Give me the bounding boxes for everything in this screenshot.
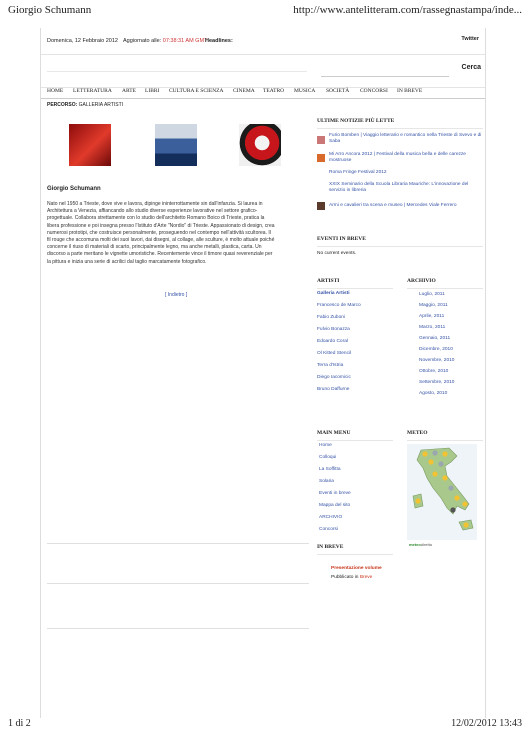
main-menu-title: MAIN MENU [317,430,351,436]
menu-link-solaria[interactable]: Solaria [319,479,334,484]
archivio-title: ARCHIVIO [407,278,436,284]
artisti-link-8[interactable]: Diego Iacomicic [317,375,351,380]
nav-item-libri[interactable]: LIBRI [145,88,160,94]
archivio-link-5[interactable]: Gennaio, 2011 [419,336,451,341]
nav-item-musica[interactable]: MUSICA [294,88,316,94]
print-title: Giorgio Schumann [8,4,92,16]
search-input[interactable] [321,65,449,77]
article-line: Architettura a Venezia, affiancando allo studio diverse esperienze lavorative nel settore grafico- [47,208,258,215]
published-label: Pubblicato in [331,575,359,580]
archivio-link-3[interactable]: Aprile, 2011 [419,314,445,319]
artisti-link-5[interactable]: Edoardo Coral [317,339,348,344]
breadcrumb [47,102,123,108]
divider [317,554,393,555]
meteo-credit-b: diretta [420,542,432,547]
meteo-title: METEO [407,430,428,436]
divider [317,288,393,289]
news-link-1[interactable]: Furio Bomben | Viaggio letterario e romantico nella Trieste di Svevo e di Saba [329,133,482,144]
menu-link-mappa[interactable]: Mappa del sito [319,503,351,508]
menu-link-archivio[interactable]: ARCHIVIO [319,515,343,520]
nav-item-home[interactable]: HOME [47,88,64,94]
print-url: http://www.antelitteram.com/rassegnastampa/inde... [293,4,522,16]
artwork-thumbnail-3[interactable] [239,124,281,166]
published-category[interactable]: Breve [359,575,373,580]
artisti-title: ARTISTI [317,278,340,284]
latest-news-title: ULTIME NOTIZIE PIÙ LETTE [317,118,395,124]
article-line: progettuale. Collabora strettamente con lo studio dell'architetto Romano Boico di Trieste, pratica la [47,215,265,222]
divider [407,288,483,289]
artisti-link-3[interactable]: Fabio Zuboni [317,315,345,320]
divider [47,628,309,629]
nav-item-cinema[interactable]: CINEMA [233,88,255,94]
menu-link-soffitta[interactable]: La Soffitta [319,467,341,472]
italy-weather-map[interactable] [407,444,477,540]
news-link-2[interactable]: Mi Arro Ancora 2012 | Festival della musica bella e delle carezze mostruose [329,152,466,163]
menu-link-concorsi[interactable]: Concorsi [319,527,338,532]
search-bar [41,54,485,88]
headlines-label: Headlines: [205,38,233,44]
news-thumbnail [317,154,325,162]
top-bar [47,34,479,48]
in-breve-link[interactable]: Presentazione volume [331,566,382,571]
events-empty-message: No current events. [317,251,357,256]
divider [317,440,393,441]
web-page [40,28,486,718]
nav-item-concorsi[interactable]: CONCORSI [360,88,388,94]
news-thumbnail [317,202,325,210]
article-title: Giorgio Schumann [47,186,101,192]
archivio-link-1[interactable]: Luglio, 2011 [419,292,445,297]
in-breve-title: IN BREVE [317,544,344,550]
artisti-link-4[interactable]: Fulvio Bonazza [317,327,350,332]
article-line: fil rouge che accomuna molti dei suoi lavori, dai disegni, al collage, alle sculture, è molto attuale poiché [47,237,275,244]
nav-item-societa[interactable]: SOCIETÀ [326,88,350,94]
archivio-link-9[interactable]: Settembre, 2010 [419,380,455,385]
artwork-thumbnail-2[interactable] [155,124,197,166]
news-link-4[interactable]: XXIX Seminario della Scuola Libraria Mauriche: L'innovazione del servizio in libreria [329,182,469,193]
updated-time: 07:38:31 AM GMT [162,38,208,44]
twitter-link[interactable]: Twitter [461,36,479,42]
menu-link-eventi[interactable]: Eventi in breve [319,491,351,496]
news-link-3[interactable]: Roma Fringe Festival 2012 [329,170,387,175]
page-number: 1 di 2 [8,718,31,729]
article-line: la pittura e inizia una serie di acrilici dal taglio marcatamente fotografico. [47,258,207,265]
nav-item-cultura[interactable]: CULTURA E SCIENZA [169,88,224,94]
article-line: discorso a parte meritano le vignette umoristiche. Recentemente vince il timore quasi reverenziale per [47,251,273,258]
news-thumbnail [317,136,325,144]
breadcrumb-label: PERCORSO: [47,102,78,108]
search-button[interactable]: Cerca [461,64,481,71]
events-title: EVENTI IN BREVE [317,236,366,242]
archivio-link-6[interactable]: Dicembre, 2010 [419,347,453,352]
updated-label: Aggiornato alle: [123,38,162,44]
print-datetime: 12/02/2012 13:43 [451,718,522,729]
article-line: concerne il riuso di materiali di scarto, principalmente legno, ma anche metalli, plastica, carta. Un [47,244,262,251]
main-nav [47,86,479,98]
article-line: libera professione e poi insegna presso l'Istituto d'Arte "Nordio" di Trieste. Appassionato di design, crea [47,222,275,229]
menu-link-colloqui[interactable]: Colloqui [319,455,337,460]
archivio-link-10[interactable]: Agosto, 2010 [419,391,448,396]
artisti-link-7[interactable]: Terra d'Istria [317,363,344,368]
in-breve-meta [331,575,372,580]
current-date: Domenica, 12 Febbraio 2012 [47,38,118,44]
menu-link-home[interactable]: Home [319,443,332,448]
divider [41,98,485,99]
article-line: numerosi prototipi, che costruisce personalmente, proseguendo nel contempo nell'attività scultorea. Il [47,229,271,236]
archivio-link-7[interactable]: Novembre, 2010 [419,358,455,363]
artisti-link-9[interactable]: Bruno Daffurne [317,387,350,392]
divider [47,543,309,544]
divider [317,128,483,129]
sidebar [317,118,483,718]
article-line: Nato nel 1950 a Trieste, dove vive e lavora, dipinge ininterrottamente sin dall'infanzia. Si laurea in [47,201,263,207]
divider [317,246,483,247]
nav-item-arte[interactable]: ARTE [122,88,137,94]
artisti-link-2[interactable]: Francesco de Marco [317,303,361,308]
archivio-link-2[interactable]: Maggio, 2011 [419,303,448,308]
divider [47,71,307,72]
divider [407,440,483,441]
meteo-credit[interactable] [409,542,432,547]
archivio-link-4[interactable]: Marzo, 2011 [419,325,446,330]
news-link-5[interactable]: Armi e cavalieri tra scena e museo | Mercedes Viale Ferrero [329,203,457,208]
article-body [47,201,303,266]
artwork-thumbnail-1[interactable] [69,124,111,166]
meteo-credit-a: meteo [409,542,421,547]
updated-info [123,38,207,44]
divider [47,583,309,584]
breadcrumb-value[interactable]: GALLERIA ARTISTI [78,102,124,108]
nav-item-letteratura[interactable]: LETTERATURA [73,88,112,94]
print-footer [8,718,522,732]
archivio-link-8[interactable]: Ottobre, 2010 [419,369,449,374]
back-link[interactable]: [ Indietro ] [165,292,188,298]
artisti-link-1[interactable]: Galleria Artisti [317,291,350,296]
print-header [8,2,522,20]
nav-item-teatro[interactable]: TEATRO [263,88,285,94]
nav-item-in-breve[interactable]: IN BREVE [397,88,423,94]
artisti-link-6[interactable]: Ol Kitted Stencil [317,351,352,356]
